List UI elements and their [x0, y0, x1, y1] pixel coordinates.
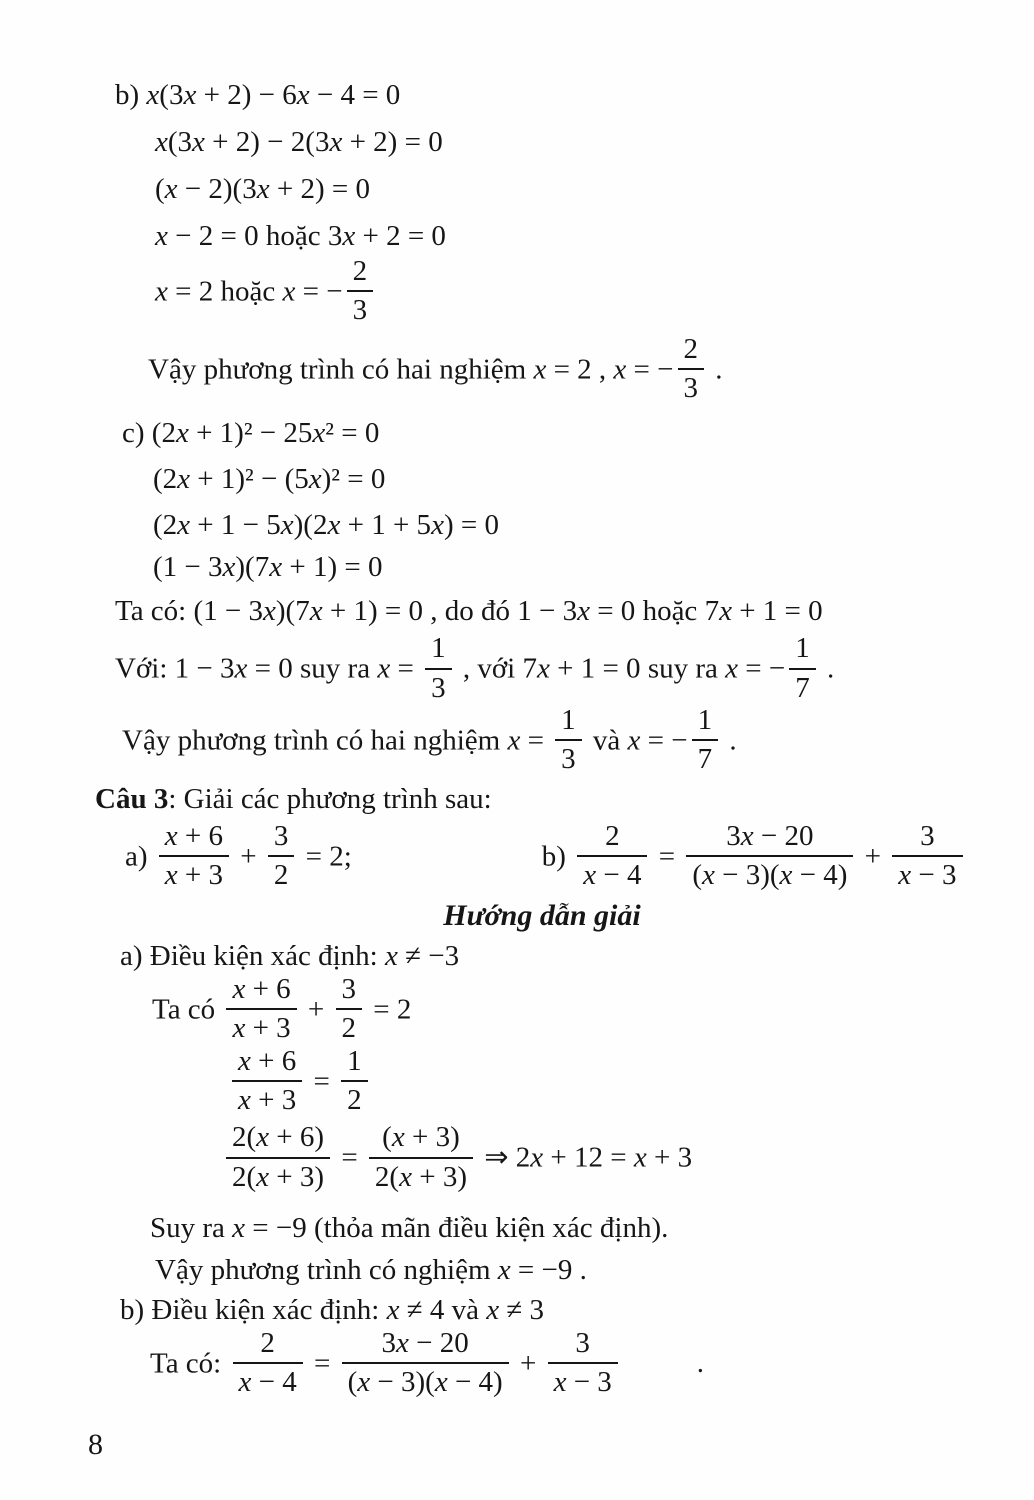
math-segment: x =	[507, 724, 552, 757]
math-segment: 2	[683, 332, 699, 365]
text-segment: Ta có:	[150, 1347, 229, 1380]
fraction-numerator	[159, 820, 229, 857]
math-segment: x = −9	[497, 1254, 573, 1286]
text-segment: , với	[455, 652, 523, 685]
fraction-denominator	[226, 1010, 296, 1044]
equation-line-b-step3	[155, 216, 994, 256]
text-segment: b)	[115, 79, 147, 111]
text-segment: hoặc	[635, 595, 705, 628]
math-segment: =	[651, 839, 683, 872]
math-segment: (2x + 1 − 5x)(2x + 1 + 5x) = 0	[153, 509, 499, 542]
math-segment: 2	[341, 1012, 357, 1045]
math-segment: +	[857, 839, 889, 872]
fraction-denominator	[678, 370, 705, 404]
text-segment: (thỏa mãn điều kiện xác định).	[306, 1212, 669, 1244]
equation-line-c-head	[122, 413, 994, 453]
math-segment: +	[300, 993, 332, 1026]
text-segment: Với:	[115, 652, 175, 685]
equation-line-b-step2	[155, 169, 994, 209]
fraction-denominator	[233, 1364, 303, 1398]
text-segment: .	[572, 1254, 587, 1286]
fraction	[577, 820, 647, 892]
conclusion-line-c	[122, 703, 994, 779]
math-segment: 7x + 1 = 0	[704, 595, 823, 628]
fraction-numerator	[347, 255, 374, 292]
math-segment: 2(x + 3)	[374, 1160, 467, 1193]
math-segment: x = −	[725, 652, 786, 685]
equation-line-c-step2	[153, 505, 994, 545]
math-segment: x = −9	[232, 1212, 307, 1244]
fraction-numerator	[233, 1327, 303, 1364]
math-segment: 3	[341, 973, 357, 1006]
fraction	[548, 1327, 618, 1399]
math-segment: 1 − 3x = 0	[174, 652, 293, 685]
guide-b-taco	[150, 1327, 994, 1402]
text-segment: a) Điều kiện xác định:	[120, 940, 385, 973]
math-segment: 3	[273, 819, 289, 852]
math-segment: (x − 2)(3x + 2) = 0	[155, 173, 370, 205]
text-segment: ;	[343, 839, 352, 872]
fraction	[692, 704, 719, 776]
math-segment: 2	[273, 858, 289, 891]
fraction-denominator	[232, 1082, 302, 1116]
math-segment: = 2	[298, 839, 344, 872]
fraction-denominator	[336, 1010, 363, 1044]
math-segment: 1	[795, 632, 810, 665]
fraction-denominator	[369, 1159, 473, 1193]
fraction-denominator	[548, 1364, 618, 1398]
math-segment: (1 − 3x)(7x + 1) = 0	[193, 595, 423, 628]
fraction-denominator	[892, 857, 962, 891]
math-segment: 1	[561, 703, 576, 736]
math-segment: 3	[431, 671, 446, 704]
math-segment: x = −	[282, 275, 343, 308]
fraction	[226, 1121, 330, 1193]
text-segment: ,	[591, 353, 614, 386]
fraction-numerator	[686, 820, 853, 857]
fraction-denominator	[226, 1159, 330, 1193]
question3-title	[95, 779, 994, 819]
math-segment: x + 6	[238, 1044, 297, 1077]
math-segment: 3x − 20	[381, 1327, 469, 1359]
math-segment: x(3x + 2) − 6x − 4 = 0	[146, 79, 401, 111]
text-segment: b) Điều kiện xác định:	[120, 1294, 387, 1326]
text-segment: Ta có:	[115, 595, 194, 628]
equation-line-c-step1	[153, 459, 994, 499]
math-segment: x(3x + 2) − 2(3x + 2) = 0	[155, 126, 443, 158]
guide-a-condition	[120, 936, 994, 976]
math-segment: 2	[352, 255, 368, 287]
guide-heading: Hướng dẫn giải	[443, 899, 641, 933]
fraction	[226, 973, 296, 1045]
fraction	[347, 255, 374, 327]
fraction-numerator	[577, 820, 647, 857]
equation-line-b-step4	[155, 255, 994, 330]
equation-line-b-step1	[155, 122, 994, 162]
math-segment: ⇒ 2x + 12 = x + 3	[476, 1141, 693, 1174]
fraction-numerator	[341, 1045, 368, 1082]
fraction-numerator	[789, 632, 816, 669]
fraction	[892, 820, 962, 892]
fraction	[232, 1045, 302, 1117]
fraction-denominator	[425, 670, 452, 704]
guide-a-suyra	[150, 1208, 994, 1248]
fraction-denominator	[159, 857, 229, 891]
text-segment: và	[444, 1294, 487, 1326]
math-segment: 1	[431, 632, 446, 665]
fraction-numerator	[555, 704, 582, 741]
text-segment: và	[585, 724, 628, 757]
math-segment: 7	[795, 671, 810, 704]
math-segment: 1 − 3x = 0	[517, 595, 636, 628]
math-segment: 3	[575, 1327, 590, 1359]
fraction-numerator	[226, 1121, 330, 1158]
text-segment: Vậy phương trình có hai nghiệm	[148, 353, 534, 386]
math-segment: 2	[260, 1327, 275, 1359]
math-segment: x = −	[613, 353, 674, 386]
guide-a-step2	[228, 1044, 994, 1120]
statement-line-c-voi	[115, 632, 994, 707]
math-segment: =	[306, 1065, 338, 1098]
fraction-numerator	[692, 704, 719, 741]
statement-line-c-taco	[115, 591, 994, 631]
trailing-period: .	[696, 1347, 705, 1380]
fraction-denominator	[789, 670, 816, 704]
text-segment: , do đó	[422, 595, 518, 628]
math-segment: x + 3	[164, 858, 224, 891]
math-segment: 3x − 20	[726, 819, 814, 852]
math-segment: =	[334, 1141, 365, 1174]
math-segment: (x + 3)	[382, 1121, 460, 1154]
text-segment: .	[708, 353, 723, 386]
question3-equations-row	[90, 819, 994, 895]
math-segment: (x − 3)(x − 4)	[692, 858, 848, 891]
math-segment: x = −	[627, 724, 688, 757]
math-segment: (1 − 3x)(7x + 1) = 0	[153, 551, 383, 584]
text-segment: b)	[541, 839, 574, 872]
text-segment: hoặc	[213, 275, 283, 308]
fraction-numerator	[678, 333, 705, 370]
fraction-numerator	[232, 1045, 302, 1082]
math-segment: x =	[377, 652, 422, 685]
text-segment: Vậy phương trình có nghiệm	[155, 1254, 498, 1286]
fraction-denominator	[341, 1082, 368, 1116]
math-segment: x + 3	[232, 1012, 291, 1045]
bold-text-segment: Câu 3	[95, 782, 169, 815]
text-segment: Vậy phương trình có hai nghiệm	[122, 724, 508, 757]
fraction-denominator	[347, 292, 374, 326]
math-segment: 1	[697, 703, 713, 736]
math-segment: 2	[605, 819, 620, 852]
text-segment: c)	[122, 417, 152, 450]
math-segment: x + 6	[164, 819, 224, 852]
fraction-numerator	[425, 632, 452, 669]
question3-part-b	[541, 819, 967, 895]
fraction	[233, 1327, 303, 1399]
math-segment: 7x + 1 = 0	[522, 652, 641, 685]
math-segment: x ≠ −3	[384, 940, 460, 973]
math-segment: 3x + 2 = 0	[327, 220, 446, 252]
fraction-numerator	[268, 820, 295, 857]
math-segment: (x − 3)(x − 4)	[347, 1366, 503, 1399]
fraction	[425, 632, 452, 704]
math-segment: 2(x + 6)	[232, 1121, 325, 1154]
fraction-denominator	[577, 857, 647, 891]
fraction-denominator	[268, 857, 295, 891]
math-segment: x − 4	[583, 858, 642, 891]
fraction-denominator	[555, 741, 582, 775]
guide-a-conclusion	[155, 1250, 994, 1290]
fraction	[678, 333, 705, 405]
equation-line-b-head	[115, 75, 994, 115]
guide-a-step3	[222, 1121, 994, 1196]
text-segment: suy ra	[292, 652, 378, 685]
guide-a-step1	[152, 973, 994, 1048]
fraction	[369, 1121, 473, 1193]
equation-line-c-step3	[153, 547, 994, 587]
math-segment: x − 4	[238, 1366, 297, 1399]
text-segment: .	[722, 724, 737, 757]
math-segment: 1	[347, 1044, 362, 1077]
fraction-numerator	[342, 1327, 509, 1364]
math-segment: 3	[920, 819, 935, 852]
text-segment: a)	[125, 839, 155, 872]
fraction-denominator	[342, 1364, 509, 1398]
text-segment: Ta có	[152, 993, 223, 1026]
math-segment: =	[306, 1347, 338, 1380]
math-segment: x − 3	[898, 858, 957, 891]
question3-part-a	[125, 819, 352, 895]
math-segment: 3	[683, 371, 699, 404]
math-segment: = 2	[366, 993, 412, 1026]
fraction-denominator	[686, 857, 853, 891]
math-segment: 2(x + 3)	[232, 1160, 325, 1193]
guide-b-condition	[120, 1290, 994, 1330]
fraction-denominator	[692, 741, 719, 775]
fraction-numerator	[892, 820, 962, 857]
math-segment: x ≠ 4	[386, 1294, 445, 1326]
fraction	[268, 820, 295, 892]
fraction-numerator	[548, 1327, 618, 1364]
math-segment: (2x + 1)² − 25x² = 0	[151, 417, 380, 450]
math-segment: 2	[347, 1084, 362, 1117]
fraction	[555, 704, 582, 776]
fraction-numerator	[369, 1121, 473, 1158]
math-segment: +	[233, 839, 264, 872]
fraction-numerator	[226, 973, 296, 1010]
fraction-numerator	[336, 973, 363, 1010]
text-segment: hoặc	[258, 220, 328, 252]
fraction	[159, 820, 229, 892]
math-segment: x = 2	[155, 275, 214, 308]
fraction	[789, 632, 816, 704]
fraction	[686, 820, 853, 892]
math-segment: 3	[352, 294, 368, 327]
fraction	[342, 1327, 509, 1399]
math-segment: x + 6	[232, 973, 291, 1006]
text-segment: .	[819, 652, 835, 685]
page-number: 8	[88, 1428, 103, 1461]
fraction	[336, 973, 363, 1045]
math-segment: x ≠ 3	[486, 1294, 545, 1326]
text-segment: Suy ra	[150, 1212, 233, 1244]
fraction	[341, 1045, 368, 1117]
math-segment: (2x + 1)² − (5x)² = 0	[153, 463, 386, 496]
conclusion-line-b	[148, 332, 994, 408]
math-segment: x − 3	[553, 1366, 612, 1399]
text-segment: : Giải các phương trình sau:	[168, 782, 492, 815]
math-segment: x − 2 = 0	[155, 220, 259, 252]
text-segment: suy ra	[640, 652, 726, 685]
math-segment: 3	[561, 743, 576, 776]
math-segment: 7	[697, 743, 713, 776]
math-segment: x = 2	[533, 353, 592, 386]
math-segment: +	[512, 1347, 544, 1380]
math-segment: x + 3	[238, 1084, 297, 1117]
